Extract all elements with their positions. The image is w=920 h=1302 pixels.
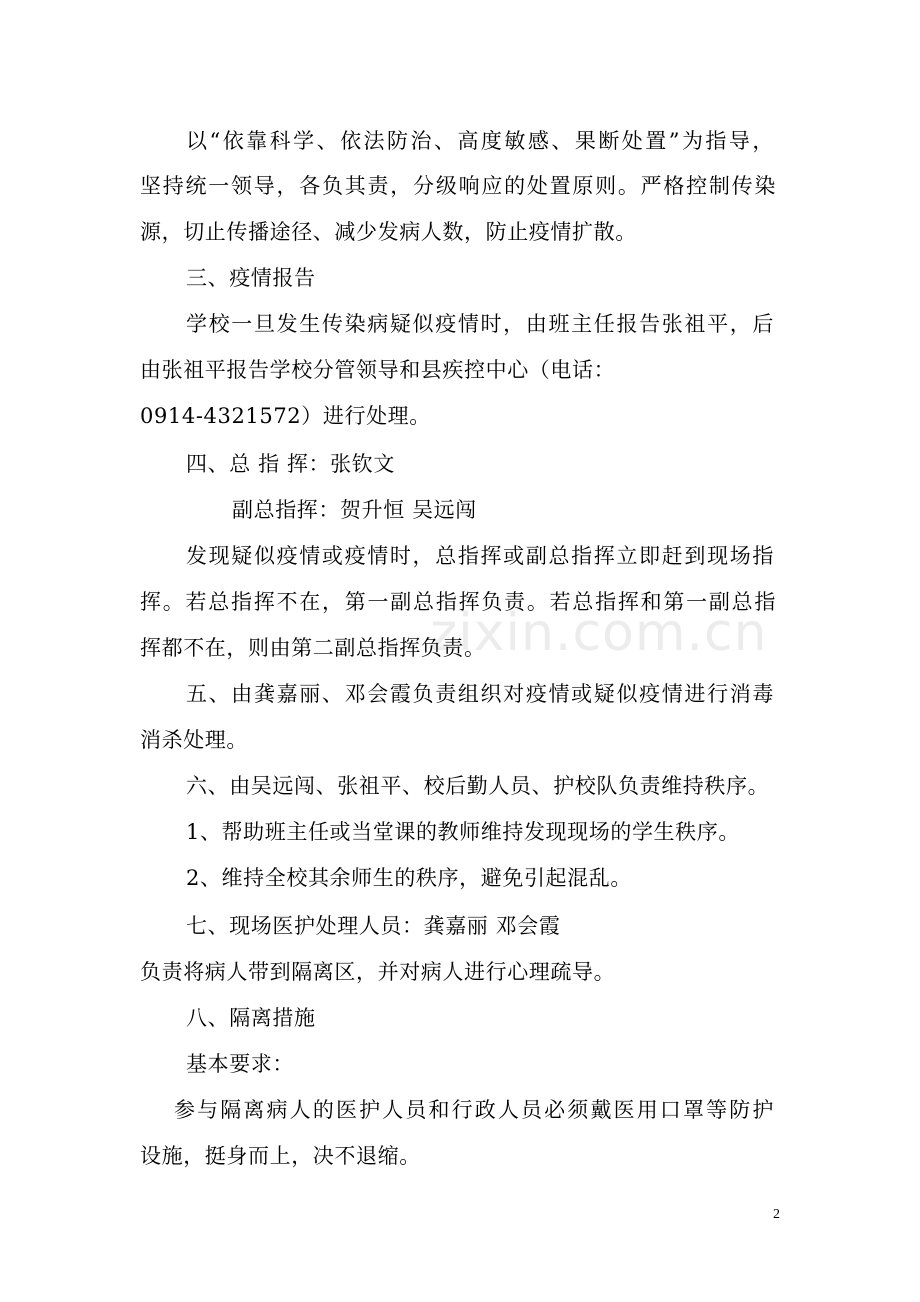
section-heading: 六、由吴远闯、张祖平、校后勤人员、护校队负责维持秩序。 xyxy=(186,774,770,798)
paragraph-line: 基本要求： xyxy=(186,1052,294,1076)
paragraph-line: 设施，挺身而上，决不退缩。 xyxy=(140,1144,421,1168)
paragraph-line: 0914-4321572）进行处理。 xyxy=(140,404,431,428)
paragraph-line: 学校一旦发生传染病疑似疫情时，由班主任报告张祖平，后 xyxy=(186,312,774,336)
paragraph-line: 由张祖平报告学校分管领导和县疾控中心（电话： xyxy=(140,358,616,382)
section-heading: 三、疫情报告 xyxy=(186,266,316,290)
paragraph-line: 坚持统一领导，各负其责，分级响应的处置原则。严格控制传染 xyxy=(140,174,776,198)
section-heading: 四、总 指 挥：张钦文 xyxy=(186,452,395,476)
paragraph-line: 挥。若总指挥不在，第一副总指挥负责。若总指挥和第一副总指 xyxy=(140,590,776,614)
list-item: 1、帮助班主任或当堂课的教师维持发现现场的学生秩序。 xyxy=(186,820,740,844)
list-item: 2、维持全校其余师生的秩序，避免引起混乱。 xyxy=(186,866,632,890)
paragraph-line: 源，切止传播途径、减少发病人数，防止疫情扩散。 xyxy=(140,220,637,244)
paragraph-line: 以“依靠科学、依法防治、高度敏感、果断处置”为指导， xyxy=(186,129,774,153)
section-heading: 八、隔离措施 xyxy=(186,1006,316,1030)
section-heading: 七、现场医护处理人员：龚嘉丽 邓会霞 xyxy=(186,914,561,938)
section-heading: 五、由龚嘉丽、邓会霞负责组织对疫情或疑似疫情进行消毒 xyxy=(186,682,774,706)
watermark: zixin.com.cn xyxy=(430,603,768,663)
paragraph-line: 挥都不在，则由第二副总指挥负责。 xyxy=(140,636,486,660)
paragraph-line: 参与隔离病人的医护人员和行政人员必须戴医用口罩等防护 xyxy=(174,1098,774,1122)
paragraph-line: 发现疑似疫情或疫情时，总指挥或副总指挥立即赶到现场指 xyxy=(186,544,774,568)
paragraph-line: 副总指挥：贺升恒 吴远闯 xyxy=(232,498,477,522)
paragraph-line: 负责将病人带到隔离区，并对病人进行心理疏导。 xyxy=(140,960,616,984)
paragraph-line: 消杀处理。 xyxy=(140,728,248,752)
page-number: 2 xyxy=(773,1207,780,1222)
